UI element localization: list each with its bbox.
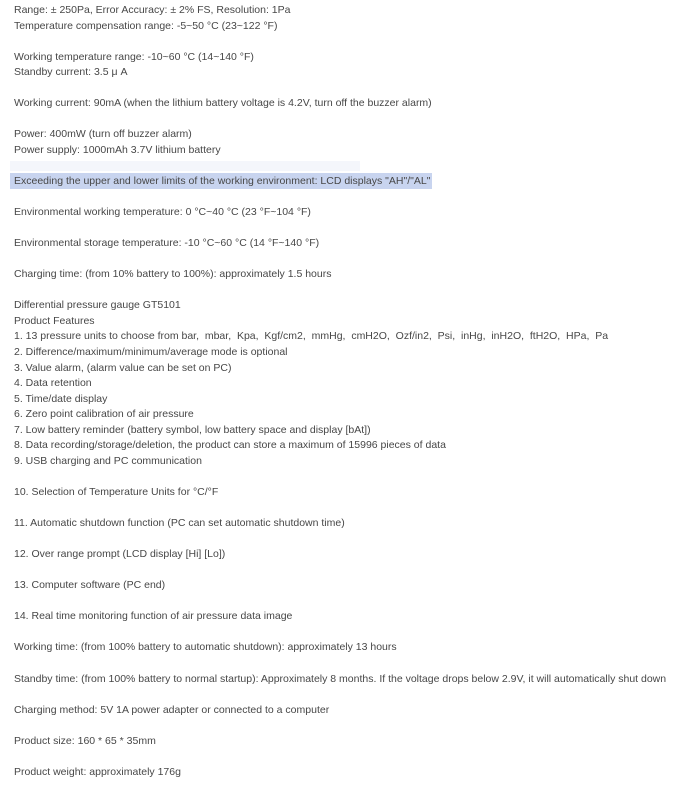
- spec-line: 8. Data recording/storage/deletion, the product can store a maximum of 15996 pieces of data: [14, 439, 446, 452]
- spec-line: Product Features: [14, 314, 95, 327]
- spec-line: Differential pressure gauge GT5101: [14, 299, 181, 312]
- selected-text: Exceeding the upper and lower limits of the working environment: LCD displays "AH"/"AL": [10, 173, 432, 189]
- blank-line: [14, 749, 664, 765]
- spec-line: [14, 174, 664, 190]
- blank-line: [14, 501, 664, 517]
- spec-line: 2. Difference/maximum/minimum/average mode is optional: [14, 346, 288, 359]
- spec-line: Working time: (from 100% battery to automatic shutdown): approximately 13 hours: [14, 641, 397, 654]
- spec-line: 10. Selection of Temperature Units for °C/°F: [14, 485, 219, 498]
- blank-line: [14, 532, 664, 548]
- blank-line: [14, 563, 664, 579]
- blank-line: [14, 469, 664, 485]
- spec-line: 11. Automatic shutdown function (PC can set automatic shutdown time): [14, 517, 345, 530]
- spec-line: Product size: 160 * 65 * 35mm: [14, 734, 156, 747]
- spec-line: 6. Zero point calibration of air pressure: [14, 408, 194, 421]
- spec-line: 4. Data retention: [14, 377, 92, 390]
- spec-line: 14. Real time monitoring function of air pressure data image: [14, 610, 293, 623]
- blank-line: [14, 625, 664, 641]
- spec-line: Environmental working temperature: 0 °C~40 °C (23 °F~104 °F): [14, 206, 311, 219]
- spec-line: Environmental storage temperature: -10 °C~60 °C (14 °F~140 °F): [14, 237, 320, 250]
- spec-line: 1. 13 pressure units to choose from bar, mbar, Kpa, Kgf/cm2, mmHg, cmH2O, Ozf/in2, Psi, inHg, inH2O, ftH2O, HPa, Pa: [14, 330, 609, 343]
- faint-selection-band: [10, 161, 360, 171]
- spec-line: 13. Computer software (PC end): [14, 579, 166, 592]
- spec-line: Product weight: approximately 176g: [14, 765, 181, 778]
- spec-line: Working current: 90mA (when the lithium battery voltage is 4.2V, turn off the buzzer alarm): [14, 97, 432, 110]
- spec-line: 5. Time/date display: [14, 392, 108, 405]
- spec-line: Working temperature range: -10~60 °C (14~140 °F): [14, 50, 254, 63]
- blank-line: [14, 190, 664, 206]
- spec-line: 7. Low battery reminder (battery symbol, low battery space and display [bAt]): [14, 423, 371, 436]
- blank-line: [14, 283, 664, 299]
- blank-line: [14, 252, 664, 268]
- spec-line: 12. Over range prompt (LCD display [Hi] [Lo]): [14, 548, 226, 561]
- blank-line: [14, 594, 664, 610]
- spec-line: Power: 400mW (turn off buzzer alarm): [14, 128, 192, 141]
- blank-line: [14, 687, 664, 703]
- spec-line: Charging time: (from 10% battery to 100%): approximately 1.5 hours: [14, 268, 332, 281]
- blank-line: [14, 81, 664, 97]
- blank-line: [14, 158, 664, 174]
- spec-line: Temperature compensation range: -5~50 °C (23~122 °F): [14, 19, 278, 32]
- spec-line: Power supply: 1000mAh 3.7V lithium battery: [14, 143, 221, 156]
- blank-line: [14, 656, 664, 672]
- spec-line: Standby current: 3.5 μ A: [14, 66, 128, 79]
- blank-line: [14, 112, 664, 128]
- spec-lines-container: [14, 3, 667, 780]
- blank-line: [14, 221, 664, 237]
- blank-line: [14, 34, 664, 50]
- spec-line: 9. USB charging and PC communication: [14, 454, 202, 467]
- spec-line: Charging method: 5V 1A power adapter or connected to a computer: [14, 703, 330, 716]
- spec-line: 3. Value alarm, (alarm value can be set on PC): [14, 361, 232, 374]
- spec-line: Range: ± 250Pa, Error Accuracy: ± 2% FS, Resolution: 1Pa: [14, 4, 291, 16]
- blank-line: [14, 718, 664, 734]
- spec-line: Standby time: (from 100% battery to normal startup): Approximately 8 months. If the voltage drops below 2.9V, it will automatically shut down: [14, 672, 667, 685]
